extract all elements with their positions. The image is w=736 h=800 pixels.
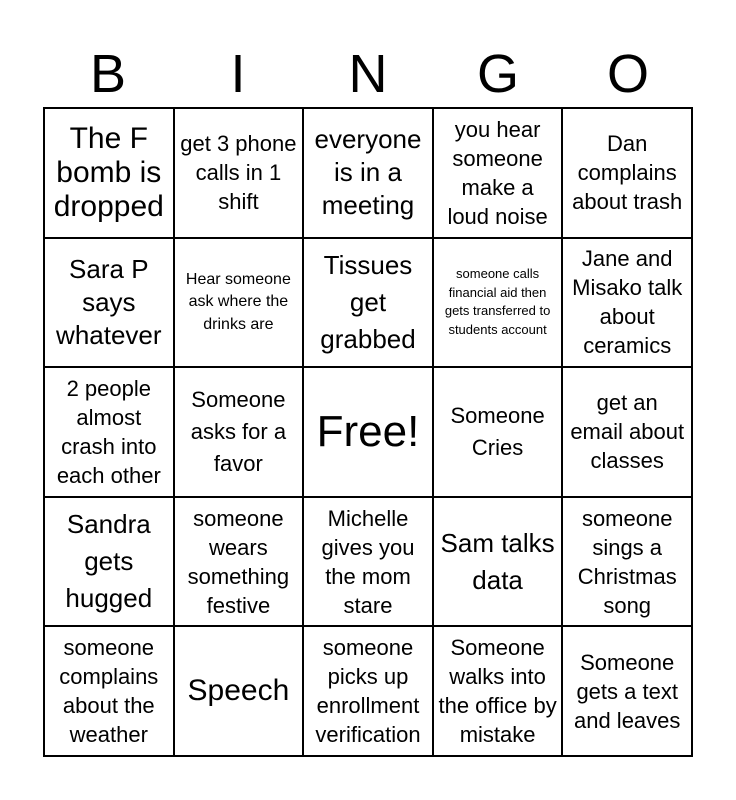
bingo-cell-r4c1[interactable] xyxy=(44,497,174,627)
cell-text: you hear someone make a loud noise xyxy=(447,116,548,229)
cell-text: someone complains about the weather xyxy=(59,635,159,748)
cell-text: Someone asks for a favor xyxy=(190,386,287,476)
cell-text: Hear someone ask where the drinks are xyxy=(185,270,291,333)
bingo-cell-r3c5[interactable] xyxy=(562,367,692,497)
cell-text: Someone walks into the office by mistake xyxy=(438,635,557,748)
bingo-cell-r3c1[interactable] xyxy=(44,367,174,497)
bingo-cell-r5c5[interactable] xyxy=(562,626,692,756)
bingo-header xyxy=(43,40,693,108)
header-letter-b: B xyxy=(89,44,127,104)
bingo-cell-free[interactable] xyxy=(303,367,433,497)
cell-text: Sam talks data xyxy=(440,527,555,595)
bingo-cell-r4c4[interactable] xyxy=(433,497,563,627)
header-letter-g: G xyxy=(476,44,519,104)
cell-text: 2 people almost crash into each other xyxy=(56,375,161,488)
bingo-cell-r3c4[interactable] xyxy=(433,367,563,497)
cell-text: someone picks up enrollment verification xyxy=(315,635,421,748)
bingo-cell-r1c1[interactable] xyxy=(44,108,174,238)
header-letter-n: N xyxy=(348,44,388,104)
cell-text: Someone Cries xyxy=(450,402,545,460)
bingo-cell-r5c1[interactable] xyxy=(44,626,174,756)
bingo-cell-r4c2[interactable] xyxy=(174,497,304,627)
bingo-cell-r2c2[interactable] xyxy=(174,238,304,368)
bingo-cell-r5c3[interactable] xyxy=(303,626,433,756)
header-letter-i: I xyxy=(230,44,246,104)
bingo-cell-r1c5[interactable] xyxy=(562,108,692,238)
bingo-board xyxy=(43,107,693,757)
cell-text: Michelle gives you the mom stare xyxy=(321,505,415,618)
bingo-cell-r2c3[interactable] xyxy=(303,238,433,368)
bingo-cell-r2c1[interactable] xyxy=(44,238,174,368)
bingo-cell-r5c2[interactable] xyxy=(174,626,304,756)
bingo-cell-r3c2[interactable] xyxy=(174,367,304,497)
cell-text: someone wears something festive xyxy=(187,505,290,618)
bingo-cell-r2c5[interactable] xyxy=(562,238,692,368)
bingo-cell-r2c4[interactable] xyxy=(433,238,563,368)
cell-text: everyone is in a meeting xyxy=(314,124,422,221)
bingo-cell-r1c2[interactable] xyxy=(174,108,304,238)
cell-text: get 3 phone calls in 1 shift xyxy=(180,131,297,215)
cell-text: get an email about classes xyxy=(570,390,685,474)
cell-text: Tissues get grabbed xyxy=(320,249,416,354)
header-letter-o: O xyxy=(606,44,649,104)
cell-text: Dan complains about trash xyxy=(572,131,683,215)
bingo-cell-r5c4[interactable] xyxy=(433,626,563,756)
cell-text: someone sings a Christmas song xyxy=(577,505,677,618)
cell-text: Jane and Misako talk about ceramics xyxy=(572,246,683,359)
bingo-cell-r1c4[interactable] xyxy=(433,108,563,238)
bingo-cell-r4c3[interactable] xyxy=(303,497,433,627)
bingo-cell-r4c5[interactable] xyxy=(562,497,692,627)
cell-text: The F bomb is dropped xyxy=(53,121,164,223)
cell-text: Someone gets a text and leaves xyxy=(573,649,681,733)
cell-text: Sandra gets hugged xyxy=(65,509,153,614)
cell-text: Speech xyxy=(187,674,290,708)
bingo-cell-r1c3[interactable] xyxy=(303,108,433,238)
cell-text: Free! xyxy=(316,406,420,456)
cell-text: someone calls financial aid then gets transferred to students account xyxy=(444,265,551,338)
cell-text: Sara P says whatever xyxy=(56,253,162,350)
